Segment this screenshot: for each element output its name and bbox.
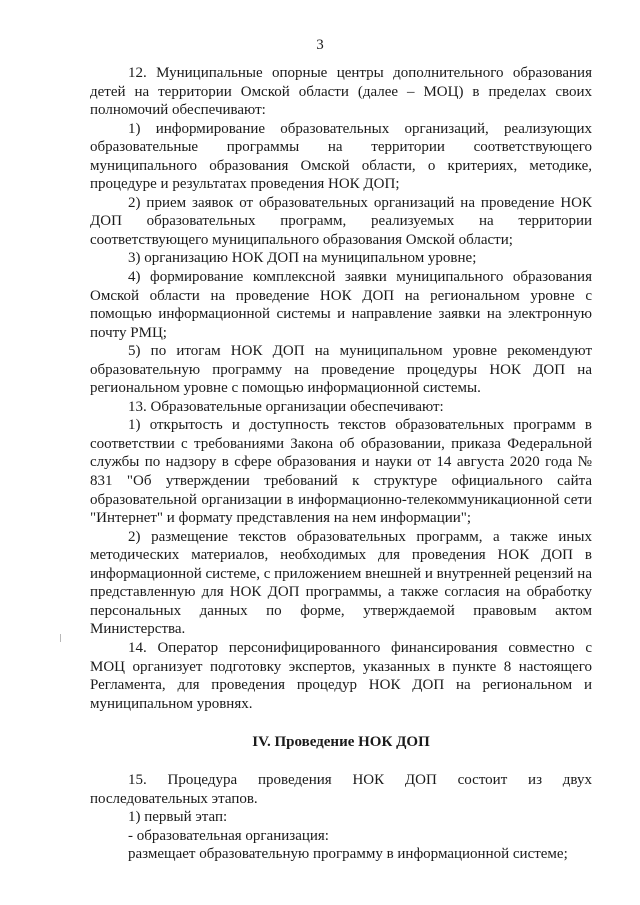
paragraph-12-item-1: 1) информирование образовательных организаций, реализующих образовательные программы на территории соответствующего муниципального образования Омской области, о критериях, методике, процедуре и результатах проведения НОК ДОП; — [90, 120, 592, 193]
paragraph-12: 12. Муниципальные опорные центры дополнительного образования детей на территории Омской области (далее – МОЦ) в пределах своих полномочий обеспечивают: — [90, 65, 592, 119]
paragraph-12-item-4: 4) формирование комплексной заявки муниципального образования Омской области на проведение НОК ДОП на региональном уровне с помощью информационной системы и направление заявки на электронную почту РМЦ; — [90, 269, 592, 341]
paragraph-15-stage-1-action: размещает образовательную программу в информационной системе; — [128, 846, 568, 863]
paragraph-15-stage-1-actor: - образовательная организация: — [128, 827, 329, 844]
paragraph-13: 13. Образовательные организации обеспечивают: — [128, 398, 444, 415]
paragraph-15-stage-1: 1) первый этап: — [128, 809, 228, 826]
paragraph-14: 14. Оператор персонифицированного финансирования совместно с МОЦ организует подготовку экспертов, указанных в пункте 8 настоящего Регламента, для проведения процедур НОК ДОП на региональном и муниципальном уровнях. — [90, 639, 592, 712]
paragraph-15: 15. Процедура проведения НОК ДОП состоит из двух последовательных этапов. — [90, 772, 592, 807]
margin-mark — [60, 634, 61, 642]
paragraph-13-item-1: 1) открытость и доступность текстов образовательных программ в соответствии с требованиями Закона об образовании, приказа Федеральной службы по надзору в сфере образования и науки от 14 августа 2020 года № 831 "Об утверждении требований к структуре официального сайта образовательной организации в информационно-телекоммуникационной сети "Интернет" и формату представления на нем информации"; — [90, 417, 592, 527]
paragraph-13-item-2: 2) размещение текстов образовательных программ, а также иных методических материалов, необходимых для проведения НОК ДОП в информационной системе, с приложением внешней и внутренней рецензий на представленную для НОК ДОП программы, а также согласия на обработку персональных данных по форме, утверждаемой правовым актом Министерства. — [90, 528, 592, 638]
document-body — [90, 64, 592, 864]
section-heading: IV. Проведение НОК ДОП — [252, 734, 430, 751]
page-number: 3 — [316, 37, 324, 53]
paragraph-12-item-3: 3) организацию НОК ДОП на муниципальном уровне; — [128, 250, 477, 267]
paragraph-12-item-5: 5) по итогам НОК ДОП на муниципальном уровне рекомендуют образовательную программу на проведение процедуры НОК ДОП на региональном уровне с помощью информационной системы. — [90, 343, 592, 397]
paragraph-12-item-2: 2) прием заявок от образовательных организаций на проведение НОК ДОП образовательных программ, реализуемых на территории соответствующего муниципального образования Омской области; — [90, 194, 592, 248]
